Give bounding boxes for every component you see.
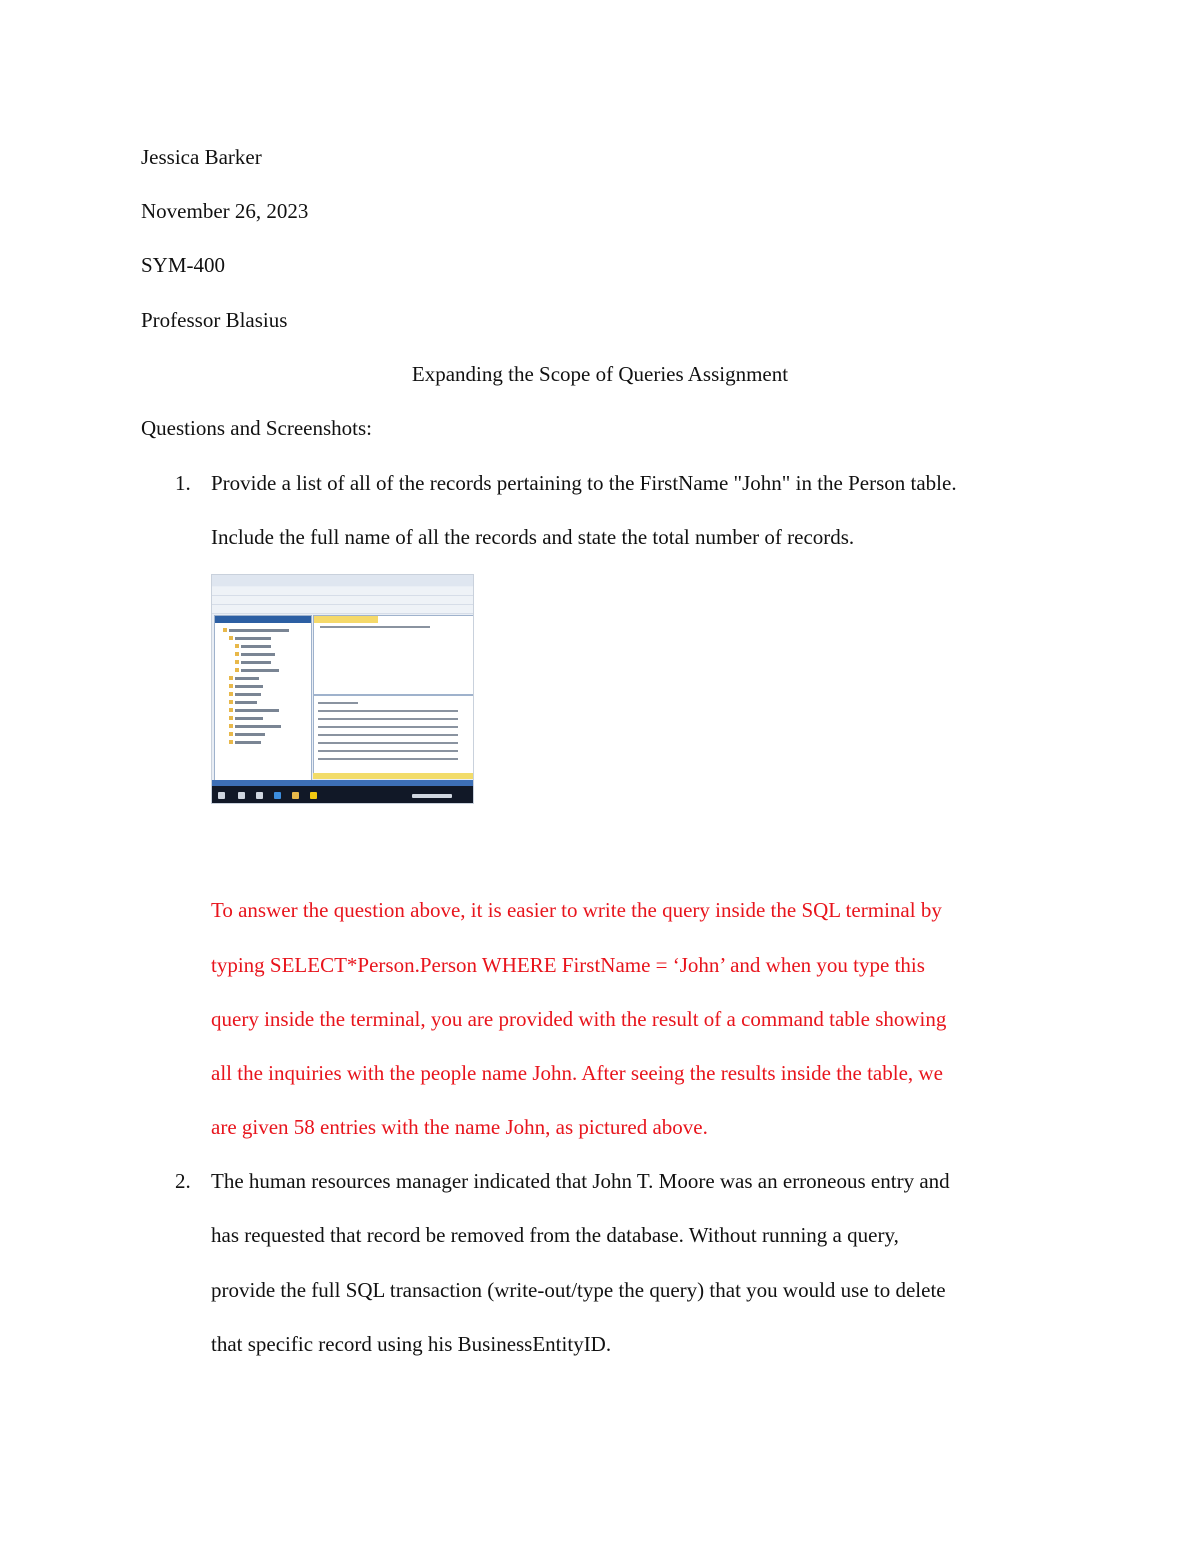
search-icon [238, 792, 245, 799]
system-tray [412, 794, 452, 798]
screenshot-toolbar-2 [212, 605, 473, 614]
folder-icon [292, 792, 299, 799]
answer-1-line-1: To answer the question above, it is easier to write the query inside the SQL terminal by [211, 898, 942, 922]
answer-1-line-2: typing SELECT*Person.Person WHERE FirstName = ‘John’ and when you type this [211, 953, 925, 977]
screenshot-menubar [212, 587, 473, 596]
edge-icon [274, 792, 281, 799]
screenshot-toolbar [212, 596, 473, 605]
professor-name: Professor Blasius [141, 308, 288, 332]
course-code: SYM-400 [141, 253, 226, 277]
answer-1-line-3: query inside the terminal, you are provided with the result of a command table showing [211, 1007, 947, 1031]
task-view-icon [256, 792, 263, 799]
author-name: Jessica Barker [141, 145, 262, 169]
document-title: Expanding the Scope of Queries Assignment [411, 362, 789, 386]
screenshot-query-editor [313, 615, 474, 695]
windows-icon [218, 792, 225, 799]
ssms-icon [310, 792, 317, 799]
question-1-line-2: Include the full name of all the records and state the total number of records. [211, 525, 855, 549]
screenshot-object-explorer [214, 615, 312, 792]
section-heading: Questions and Screenshots: [141, 416, 372, 440]
answer-1-line-4: all the inquiries with the people name John. After seeing the results inside the table, we [211, 1061, 943, 1085]
sql-server-screenshot [211, 574, 474, 804]
screenshot-results-grid [313, 695, 474, 775]
question-2-line-3: provide the full SQL transaction (write-out/type the query) that you would use to delete [211, 1278, 946, 1302]
question-2-line-1: The human resources manager indicated that John T. Moore was an erroneous entry and [211, 1169, 950, 1193]
question-1-number: 1. [175, 471, 191, 495]
question-1-line-1: Provide a list of all of the records pertaining to the FirstName "John" in the Person table. [211, 471, 957, 495]
question-2-number: 2. [175, 1169, 191, 1193]
screenshot-status-bar [313, 773, 473, 779]
document-date: November 26, 2023 [141, 199, 309, 223]
answer-1-line-5: are given 58 entries with the name John, as pictured above. [211, 1115, 708, 1139]
question-2-line-2: has requested that record be removed from the database. Without running a query, [211, 1223, 899, 1247]
screenshot-titlebar [212, 575, 473, 586]
question-2-line-4: that specific record using his BusinessEntityID. [211, 1332, 612, 1356]
screenshot-taskbar [212, 786, 473, 804]
